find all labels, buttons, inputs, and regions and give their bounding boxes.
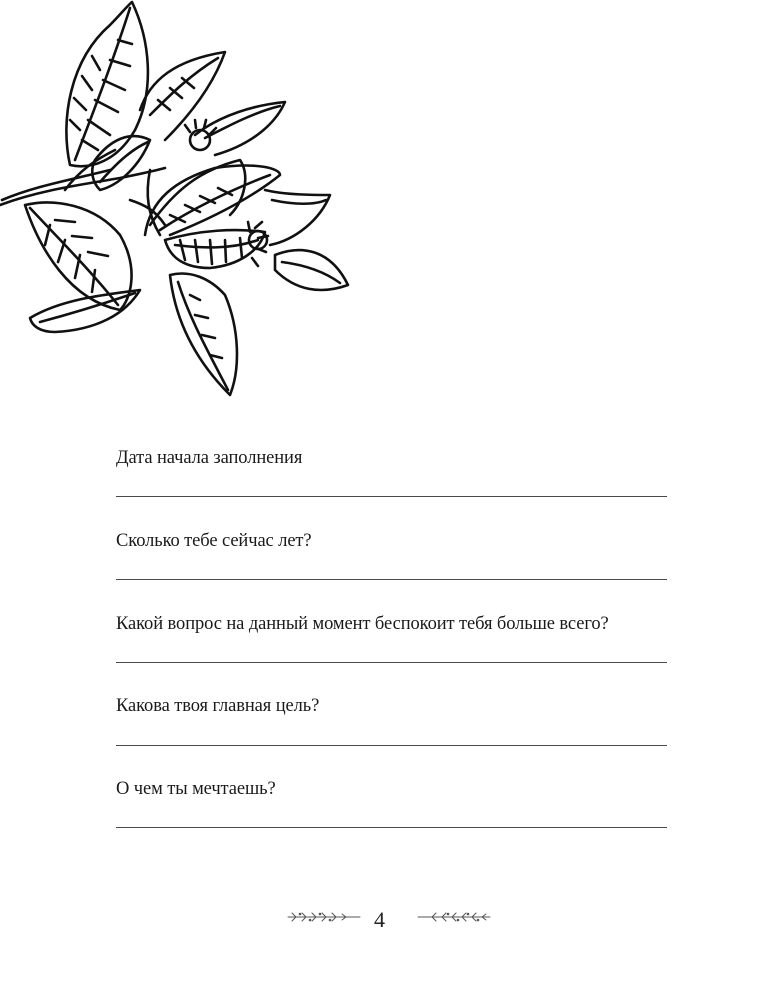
page-footer bbox=[0, 900, 759, 940]
question-start-date: Дата начала заполнения bbox=[116, 448, 303, 468]
question-dream: О чем ты мечтаешь? bbox=[116, 779, 276, 799]
question-main-concern: Какой вопрос на данный момент беспокоит тебя больше всего? bbox=[116, 614, 609, 634]
answer-line-age[interactable] bbox=[116, 579, 667, 580]
answer-line-dream[interactable] bbox=[116, 827, 667, 828]
question-main-goal: Какова твоя главная цель? bbox=[116, 696, 320, 716]
answer-line-main-concern[interactable] bbox=[116, 662, 667, 663]
question-age: Сколько тебе сейчас лет? bbox=[116, 531, 312, 551]
magnolia-flower-branch-icon bbox=[0, 0, 360, 400]
page-number: 4 bbox=[374, 907, 385, 932]
answer-line-main-goal[interactable] bbox=[116, 745, 667, 746]
answer-line-start-date[interactable] bbox=[116, 496, 667, 497]
leaf-sprig-icon bbox=[416, 910, 492, 924]
